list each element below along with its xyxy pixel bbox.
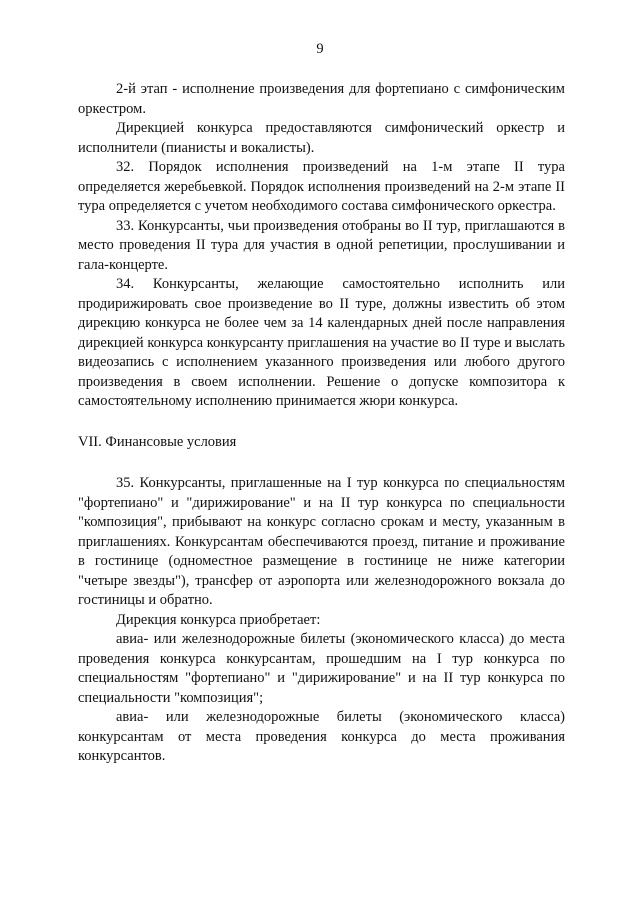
paragraph-34: 34. Конкурсанты, желающие самостоятельно исполнить или продирижировать свое произведение во II туре, должны известить об этом дирекцию конкурса не более чем за 14 календарных дней после направления дирекцией конкурса конкурсанту приглашения на участие во II туре и выслать видеозапись с исполнением указанного произведения или любого другого произведения в своем исполнении. Решение о допуске композитора к самостоятельному исполнению принимается жюри конкурса. <box>78 276 565 409</box>
paragraph-35: 35. Конкурсанты, приглашенные на I тур конкурса по специальностям "фортепиано" и "дирижирование" и на II тур конкурса по специальности "композиция", прибывают на конкурс согласно срокам и месту, указанным в приглашениях. Конкурсантам обеспечиваются проезд, питание и проживание в гостинице (одноместное размещение в гостинице не ниже категории "четыре звезды"), трансфер от аэропорта или железнодорожного вокзала до гостиницы и обратно. <box>78 475 565 608</box>
paragraph-tickets-to-venue: авиа- или железнодорожные билеты (экономического класса) до места проведения конкурса конкурсантам, прошедшим на I тур конкурса по специальностям "фортепиано" и "дирижирование" и на II тур конкурса по специальности "композиция"; <box>78 631 565 706</box>
paragraph-tickets-from-venue: авиа- или железнодорожные билеты (экономического класса) конкурсантам от места проведения конкурса до места проживания конкурсантов. <box>78 709 565 764</box>
paragraph-directorate-purchases: Дирекция конкурса приобретает: <box>116 611 321 628</box>
paragraph-orchestra-provided: Дирекцией конкурса предоставляются симфонический оркестр и исполнители (пианисты и вокалисты). <box>78 120 565 156</box>
paragraph-stage-2: 2-й этап - исполнение произведения для фортепиано с симфоническим оркестром. <box>78 81 565 117</box>
document-body <box>78 80 565 767</box>
paragraph-33: 33. Конкурсанты, чьи произведения отобраны во II тур, приглашаются в место проведения II тура для участия в одной репетиции, прослушивании и гала-концерте. <box>78 217 565 273</box>
paragraph-32: 32. Порядок исполнения произведений на 1-м этапе II тура определяется жеребьевкой. Порядок исполнения произведений на 2-м этапе II тура определяется с учетом необходимого состава симфонического оркестра. <box>78 159 565 214</box>
page-number: 9 <box>316 41 324 57</box>
section-heading: VII. Финансовые условия <box>78 433 237 450</box>
